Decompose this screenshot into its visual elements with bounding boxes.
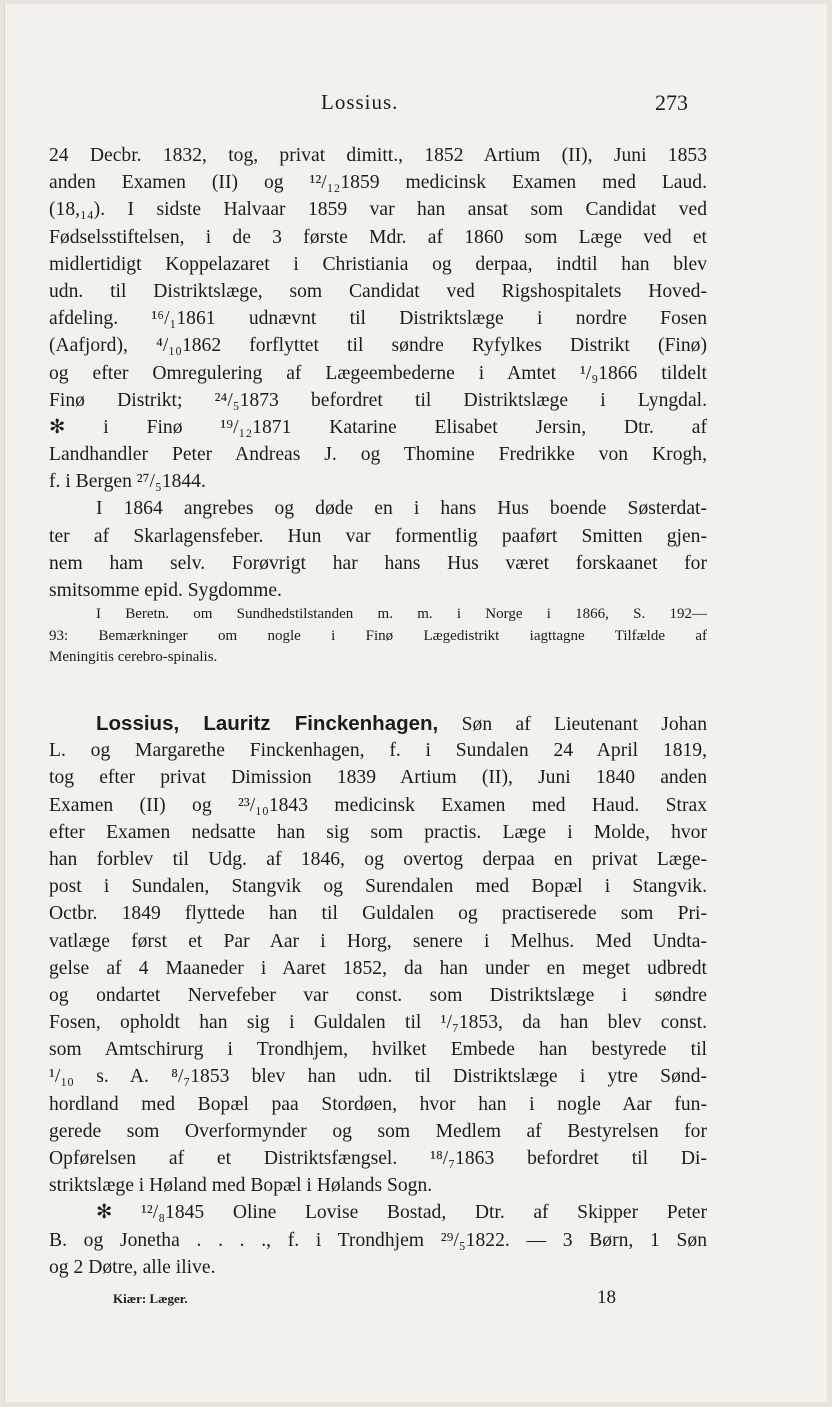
footnote-line: I Beretn. om Sundhedstilstanden m. m. i Norge i 1866, S. 192— [96,606,707,622]
text-line: Finø Distrikt; ²⁴/₅1873 befordret til Distriktslæge i Lyngdal. [49,389,707,411]
footnote-line: Meningitis cerebro-spinalis. [49,649,218,665]
text-line: han forblev til Udg. af 1846, og overtog derpaa en privat Læge- [49,848,707,870]
text-line: f. i Bergen ²⁷/₅1844. [49,471,206,493]
text-line: midlertidigt Koppelazaret i Christiania og derpaa, indtil han blev [49,253,707,275]
text-line: vatlæge først et Par Aar i Horg, senere i Melhus. Med Undta- [49,930,707,952]
text-line: og ondartet Nervefeber var const. som Distriktslæge i søndre [49,984,707,1006]
entry-name: Lossius, Lauritz Finckenhagen, [96,712,439,735]
text-line: striktslæge i Høland med Bopæl i Hølands Sogn. [49,1175,433,1197]
text-line: ✻ ¹²/₈1845 Oline Lovise Bostad, Dtr. af Skipper Peter [96,1202,707,1224]
entry-first-line-rest: Søn af Lieutenant Johan [461,714,707,735]
text-line: nem ham selv. Forøvrigt har hans Hus været forskaanet for [49,552,707,574]
signature-number: 18 [597,1287,616,1308]
text-line: Octbr. 1849 flyttede han til Guldalen og practiserede som Pri- [49,903,707,925]
text-line: (Aafjord), ⁴/₁₀1862 forflyttet til søndre Ryfylkes Distrikt (Finø) [49,335,707,357]
text-line: Fødselsstiftelsen, i de 3 første Mdr. af 1860 som Læge ved et [49,226,707,248]
running-head: Lossius. [321,90,399,114]
text-line: ter af Skarlagensfeber. Hun var formentlig paaført Smitten gjen- [49,525,707,547]
text-line: gerede som Overformynder og som Medlem af Bestyrelsen for [49,1120,707,1142]
text-line: L. og Margarethe Finckenhagen, f. i Sundalen 24 April 1819, [49,740,707,762]
text-line: ✻ i Finø ¹⁹/₁₂1871 Katarine Elisabet Jersin, Dtr. af [49,416,707,438]
text-line: og 2 Døtre, alle ilive. [49,1256,216,1278]
book-page [4,4,827,1402]
text-line: Landhandler Peter Andreas J. og Thomine Fredrikke von Krogh, [49,444,707,466]
text-line: ¹/₁₀ s. A. ⁸/₇1853 blev han udn. til Distriktslæge i ytre Sønd- [49,1066,707,1088]
entry-continuation [49,142,707,604]
text-line: udn. til Distriktslæge, som Candidat ved Rigshospitalets Hoved- [49,280,707,302]
text-line: gelse af 4 Maaneder i Aaret 1852, da han under en meget udbredt [49,957,707,979]
page-header [5,90,827,120]
text-line: hordland med Bopæl paa Stordøen, hvor han i nogle Aar fun- [49,1093,707,1115]
text-line: I 1864 angrebes og døde en i hans Hus boende Søsterdat- [96,498,707,520]
text-line: anden Examen (II) og ¹²/₁₂1859 medicinsk Examen med Laud. [49,172,707,194]
page-number: 273 [655,90,688,115]
text-line: smitsomme epid. Sygdomme. [49,580,282,601]
entry-lossius-lauritz [49,710,707,1281]
text-line: Examen (II) og ²³/₁₀1843 medicinsk Examen med Haud. Strax [49,794,707,816]
page-footer [113,1287,673,1313]
text-line: 24 Decbr. 1832, tog, privat dimitt., 1852 Artium (II), Juni 1853 [49,145,707,166]
text-line: Opførelsen af et Distriktsfængsel. ¹⁸/₇1863 befordret til Di- [49,1148,707,1169]
text-line: og efter Omregulering af Lægeembederne i Amtet ¹/₉1866 tildelt [49,362,707,384]
text-line: tog efter privat Dimission 1839 Artium (II), Juni 1840 anden [49,767,707,789]
text-line: B. og Jonetha . . . ., f. i Trondhjem ²⁹/₅1822. — 3 Børn, 1 Søn [49,1229,707,1251]
signature-mark: Kiær: Læger. [113,1291,188,1306]
text-line: som Amtschirurg i Trondhjem, hvilket Embede han bestyrede til [49,1039,707,1061]
text-line: (18,₁₄). I sidste Halvaar 1859 var han ansat som Candidat ved [49,199,707,221]
text-line: post i Sundalen, Stangvik og Surendalen med Bopæl i Stangvik. [49,876,707,898]
text-line: afdeling. ¹⁶/₁1861 udnævnt til Distriktslæge i nordre Fosen [49,308,707,330]
footnote [49,604,707,669]
entry-first-line [49,710,707,737]
footnote-line: 93: Bemærkninger om nogle i Finø Lægedistrikt iagttagne Tilfælde af [49,627,707,644]
text-line: Fosen, opholdt han sig i Guldalen til ¹/₇1853, da han blev const. [49,1012,707,1034]
text-line: efter Examen nedsatte han sig som practis. Læge i Molde, hvor [49,821,707,843]
